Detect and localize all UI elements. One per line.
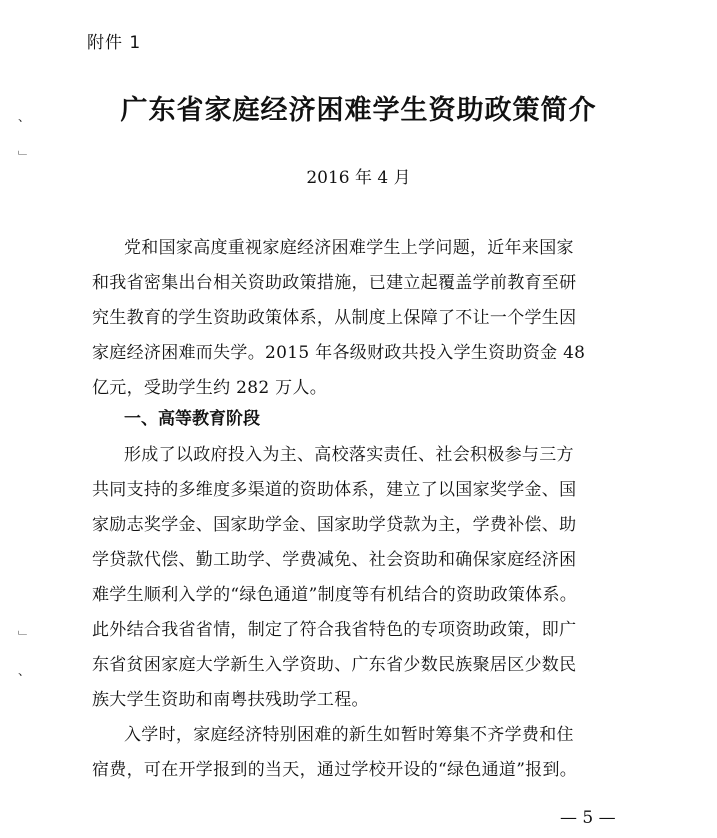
margin-mark: 、 [18,664,31,678]
paragraph-line: 党和国家高度重视家庭经济困难学生上学问题，近年来国家 [124,238,574,258]
paragraph-line: 此外结合我省省情，制定了符合我省特色的专项资助政策，即广 [92,620,577,640]
paragraph-line: 究生教育的学生资助政策体系，从制度上保障了不让一个学生因 [92,308,577,328]
paragraph-line: 家庭经济困难而失学。2015 年各级财政共投入学生资助资金 48 [92,343,586,363]
paragraph-line: 学贷款代偿、勤工助学、学费减免、社会资助和确保家庭经济困 [92,550,577,570]
paragraph-line: 形成了以政府投入为主、高校落实责任、社会积极参与三方 [124,445,574,465]
attachment-label: 附件 1 [87,33,142,53]
paragraph-line: 和我省密集出台相关资助政策措施，已建立起覆盖学前教育至研 [92,273,577,293]
paragraph-line: 家励志奖学金、国家助学金、国家助学贷款为主，学费补偿、助 [92,515,577,535]
paragraph-line: 族大学生资助和南粤扶残助学工程。 [92,690,369,710]
margin-mark: ﹂ [18,150,31,164]
document-title: 广东省家庭经济困难学生资助政策简介 [120,95,597,126]
paragraph-line: 难学生顺利入学的“绿色通道”制度等有机结合的资助政策体系。 [92,585,578,605]
margin-mark: ﹂ [18,630,31,644]
paragraph-line: 东省贫困家庭大学新生入学资助、广东省少数民族聚居区少数民 [92,655,577,675]
page-number: — 5 — [560,808,616,828]
paragraph-line: 宿费，可在开学报到的当天，通过学校开设的“绿色通道”报到。 [92,760,578,780]
document-date: 2016 年 4 月 [306,168,411,188]
section-heading: 一、高等教育阶段 [124,409,260,429]
paragraph-line: 共同支持的多维度多渠道的资助体系，建立了以国家奖学金、国 [92,480,577,500]
paragraph-line: 亿元，受助学生约 282 万人。 [92,378,328,398]
margin-mark: 、 [18,110,31,124]
paragraph-line: 入学时，家庭经济特别困难的新生如暂时筹集不齐学费和住 [124,725,574,745]
